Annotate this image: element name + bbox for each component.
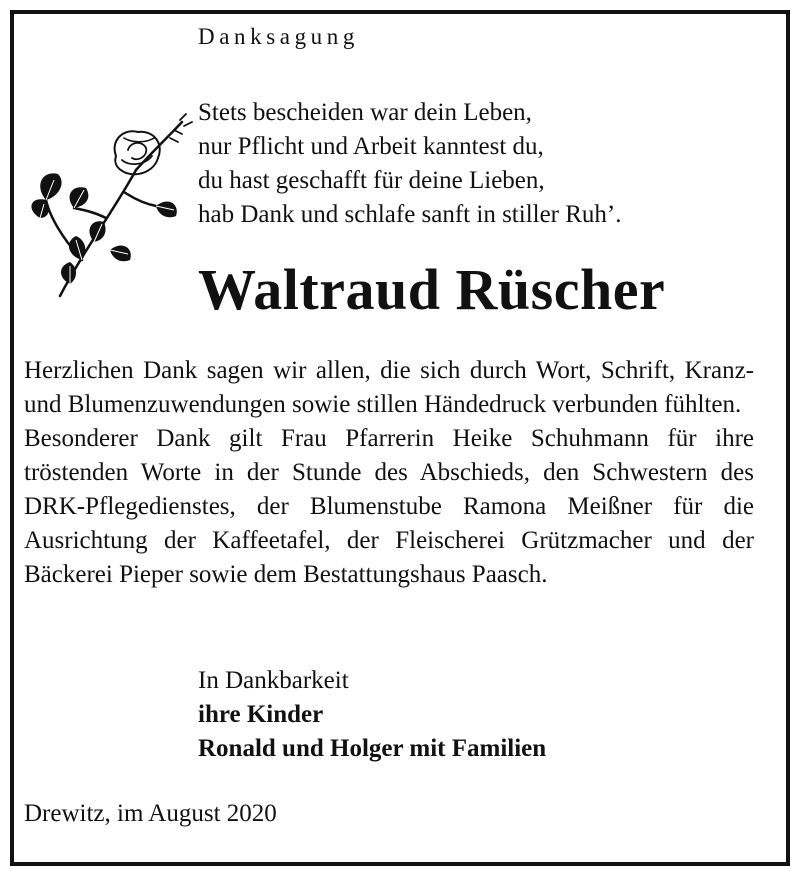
signature-line: ihre Kinder [198, 701, 324, 728]
body-text [24, 354, 754, 592]
rose-icon [24, 100, 204, 300]
poem [198, 96, 622, 232]
signature-line: In Dankbarkeit [198, 667, 349, 694]
heading: Danksagung [198, 24, 359, 49]
signature-block [198, 664, 546, 766]
poem-line: Stets bescheiden war dein Leben, [198, 99, 532, 126]
signature-line: Ronald und Holger mit Familien [198, 735, 547, 762]
poem-line: nur Pflicht und Arbeit kanntest du, [198, 133, 544, 160]
poem-line: du hast geschafft für deine Lieben, [198, 167, 545, 194]
paragraph: Besonderer Dank gilt Frau Pfarrerin Heike Schuhmann für ihre tröstenden Worte in der Stunde des Abschieds, den Schwestern des DRK-Pflegedienstes, der Blumenstube Ramona Meißner für die Ausrichtung der Kaffeetafel, der Fleischerei Grützmacher und der Bäckerei Pieper sowie dem Bestattungshaus Paasch. [24, 425, 754, 588]
poem-line: hab Dank und schlafe sanft in stiller Ruh’. [198, 201, 622, 228]
paragraph: Herzlichen Dank sagen wir allen, die sich durch Wort, Schrift, Kranz- und Blumenzuwendungen sowie stillen Händedruck verbunden fühlten. [24, 357, 754, 418]
deceased-name: Waltraud Rüscher [198, 257, 666, 322]
place-date: Drewitz, im August 2020 [24, 800, 277, 827]
